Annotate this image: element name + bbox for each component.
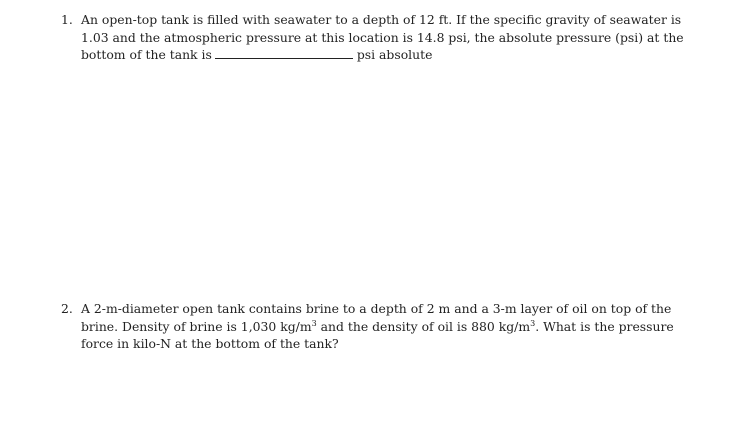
problem-1-line-3 (61, 46, 671, 64)
problem-2-text-1: A 2-m-diameter open tank contains brine to a depth of 2 m and a 3-m layer of oil on top of the (81, 301, 672, 316)
problem-1-text-3a: bottom of the tank is (81, 47, 212, 62)
problem-1-number: 1. (61, 12, 73, 27)
problem-2-number: 2. (61, 301, 73, 316)
problem-2-line-3 (61, 335, 671, 353)
problem-2-text-2c: . What is the pressure (535, 318, 674, 334)
problem-1-text-1: An open-top tank is filled with seawater to a depth of 12 ft. If the specific gravity of seawater is (81, 12, 682, 27)
problem-1-text-3b: psi absolute (356, 47, 433, 62)
problem-1-text-2: 1.03 and the atmospheric pressure at this location is 14.8 psi, the absolute pressure (psi) at the (81, 29, 684, 45)
problem-1-line-1 (61, 11, 682, 29)
problem-2-text-2b: and the density of oil is 880 kg/m (316, 318, 531, 334)
answer-blank[interactable] (215, 48, 353, 59)
problem-2-text-2a: brine. Density of brine is 1,030 kg/m (81, 318, 312, 334)
problem-1-line-2 (61, 29, 684, 47)
problem-2 (61, 300, 674, 353)
problem-2-line-1 (61, 300, 671, 318)
problem-2-line-2 (61, 318, 674, 336)
problem-2-text-3: force in kilo-N at the bottom of the tank? (81, 336, 339, 351)
superscript-3: 3 (530, 318, 536, 328)
problem-1 (61, 11, 684, 64)
superscript-3: 3 (311, 318, 317, 328)
